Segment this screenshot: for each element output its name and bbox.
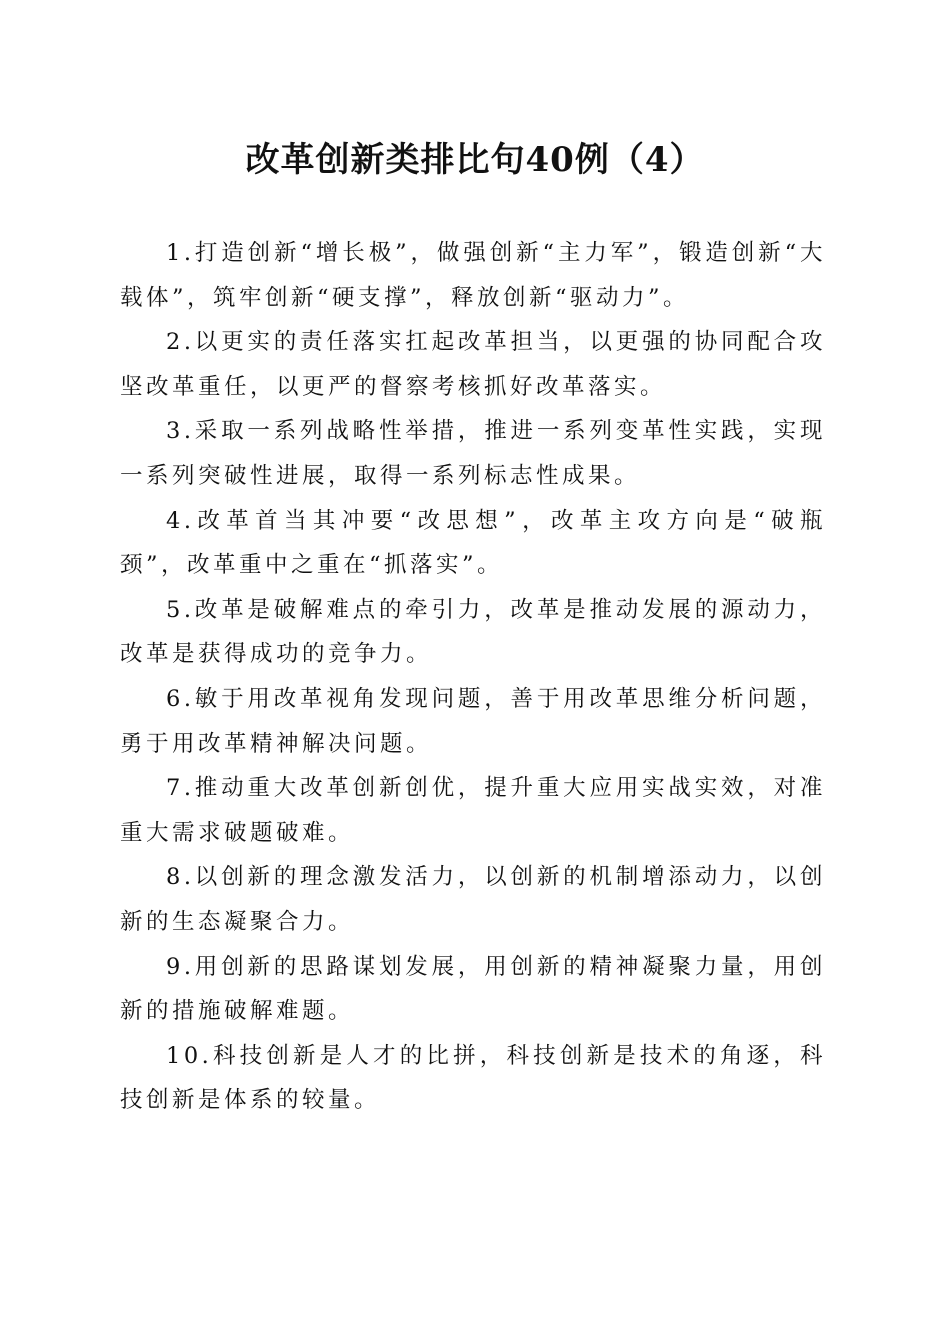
list-item: 4.改革首当其冲要“改思想”，改革主攻方向是“破瓶颈”，改革重中之重在“抓落实”。 <box>120 507 826 579</box>
list-item: 3.采取一系列战略性举措，推进一系列变革性实践，实现一系列突破性进展，取得一系列标志性成果。 <box>120 418 826 489</box>
list-item: 7.推动重大改革创新创优，提升重大应用实战实效，对准重大需求破题破难。 <box>120 775 826 846</box>
list-item: 5.改革是破解难点的牵引力，改革是推动发展的源动力，改革是获得成功的竞争力。 <box>120 596 826 668</box>
list-item: 1.打造创新“增长极”，做强创新“主力军”，锻造创新“大载体”，筑牢创新“硬支撑”，释放创新“驱动力”。 <box>120 240 826 311</box>
document-body <box>120 231 826 1123</box>
list-item: 8.以创新的理念激发活力，以创新的机制增添动力，以创新的生态凝聚合力。 <box>120 864 826 935</box>
list-item: 9.用创新的思路谋划发展，用创新的精神凝聚力量，用创新的措施破解难题。 <box>120 953 826 1025</box>
document-title: 改革创新类排比句40例（4） <box>245 140 705 180</box>
list-item: 10.科技创新是人才的比拼，科技创新是技术的角逐，科技创新是体系的较量。 <box>120 1042 826 1114</box>
list-item: 6.敏于用改革视角发现问题，善于用改革思维分析问题，勇于用改革精神解决问题。 <box>120 685 826 757</box>
list-item: 2.以更实的责任落实扛起改革担当，以更强的协同配合攻坚改革重任，以更严的督察考核抓好改革落实。 <box>120 329 826 400</box>
